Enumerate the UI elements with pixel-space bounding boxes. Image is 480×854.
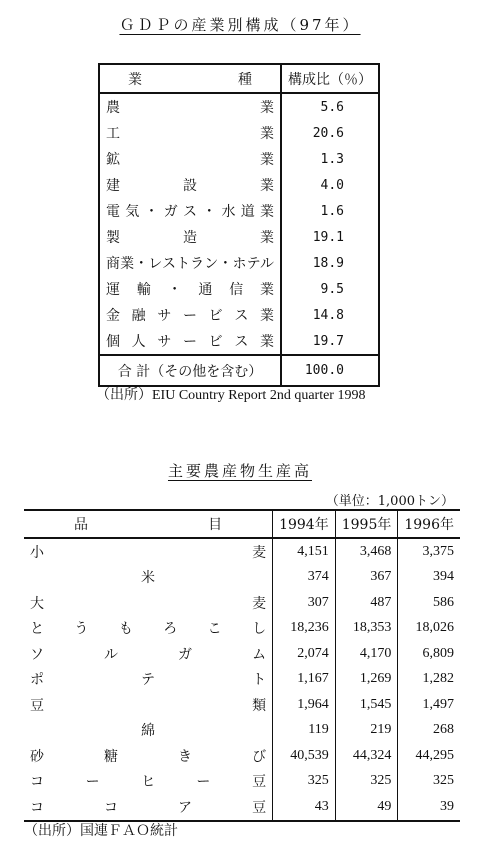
- production-source-note: （出所）国連ＦＡＯ統計: [24, 823, 178, 839]
- production-table-title: 主要農産物生産高: [167, 462, 312, 480]
- column-header-year: 1995年: [335, 510, 398, 538]
- product-name: 綿: [24, 718, 273, 744]
- industry-share: 19.7: [312, 333, 344, 349]
- industry-share: 18.9: [312, 255, 344, 271]
- gdp-table-title: ＧＤＰの産業別構成（97年）: [119, 16, 361, 34]
- production-value: 3,375: [422, 543, 454, 559]
- industry-share: 1.6: [320, 203, 344, 219]
- unit-note: （単位：1,000トン）: [325, 494, 454, 509]
- industry-share: 5.6: [320, 99, 344, 115]
- table-row: [99, 146, 379, 172]
- column-header-year: 1994年: [273, 510, 336, 538]
- production-value: 18,353: [335, 616, 398, 642]
- industry-name: 金融サービス業: [99, 302, 281, 328]
- column-header-year: 1996年: [398, 510, 460, 538]
- industry-share: 1.3: [320, 151, 344, 167]
- table-row: [24, 667, 460, 693]
- column-header-item: 品 目: [24, 510, 273, 538]
- product-name: とうもろこし: [24, 616, 273, 642]
- industry-share: 14.8: [312, 307, 344, 323]
- production-value: 325: [335, 769, 398, 795]
- production-value: 40,539: [273, 743, 336, 769]
- table-row: [24, 641, 460, 667]
- production-value: 1,282: [422, 671, 454, 687]
- industry-name: 商業・レストラン・ホテル: [99, 250, 281, 276]
- table-row: [24, 590, 460, 616]
- table-row: [24, 538, 460, 565]
- product-name: ココア豆: [24, 794, 273, 821]
- industry-name: 建設業: [99, 172, 281, 198]
- production-value: 307: [273, 590, 336, 616]
- production-value: 49: [335, 794, 398, 821]
- production-value: 325: [433, 773, 454, 789]
- industry-share: 9.5: [320, 281, 344, 297]
- table-row: [99, 328, 379, 355]
- production-value: 219: [335, 718, 398, 744]
- production-value: 586: [433, 594, 454, 610]
- production-value: 4,151: [273, 538, 336, 565]
- production-value: 394: [433, 569, 454, 585]
- table-row: [99, 224, 379, 250]
- industry-share: 19.1: [312, 229, 344, 245]
- production-value: 44,295: [415, 747, 454, 763]
- industry-name: 工業: [99, 120, 281, 146]
- table-row: [99, 120, 379, 146]
- product-name: 小麦: [24, 538, 273, 565]
- industry-name: 鉱業: [99, 146, 281, 172]
- product-name: 米: [24, 565, 273, 591]
- total-label: 合 計（その他を含む）: [99, 355, 281, 386]
- production-value: 18,236: [273, 616, 336, 642]
- column-header-industry: 業 種: [99, 64, 281, 93]
- production-value: 39: [440, 798, 454, 814]
- table-row: [24, 616, 460, 642]
- production-value: 43: [273, 794, 336, 821]
- production-value: 119: [273, 718, 336, 744]
- production-value: 487: [335, 590, 398, 616]
- production-value: 367: [335, 565, 398, 591]
- production-value: 325: [273, 769, 336, 795]
- agricultural-production-table: [24, 509, 460, 822]
- table-row: [24, 769, 460, 795]
- gdp-composition-table: [98, 63, 380, 387]
- table-row: [24, 692, 460, 718]
- product-name: 砂糖きび: [24, 743, 273, 769]
- table-row: [24, 565, 460, 591]
- product-name: ポテト: [24, 667, 273, 693]
- production-value: 44,324: [335, 743, 398, 769]
- industry-name: 運輸・通信業: [99, 276, 281, 302]
- table-header-row: [99, 64, 379, 93]
- product-name: コーヒー豆: [24, 769, 273, 795]
- table-row: [99, 250, 379, 276]
- industry-share: 4.0: [320, 177, 344, 193]
- production-value: 1,497: [422, 696, 454, 712]
- production-value: 1,269: [335, 667, 398, 693]
- table-row: [24, 743, 460, 769]
- table-row: [99, 198, 379, 224]
- table-row: [24, 794, 460, 821]
- production-value: 3,468: [335, 538, 398, 565]
- product-name: ソルガム: [24, 641, 273, 667]
- total-value: 100.0: [281, 355, 379, 386]
- production-value: 1,964: [273, 692, 336, 718]
- table-row: [99, 172, 379, 198]
- production-value: 2,074: [273, 641, 336, 667]
- table-row: [99, 302, 379, 328]
- industry-name: 農業: [99, 93, 281, 120]
- column-header-share: 構成比（％）: [281, 64, 379, 93]
- total-row: [99, 355, 379, 386]
- product-name: 大麦: [24, 590, 273, 616]
- table-row: [99, 93, 379, 120]
- table-row: [24, 718, 460, 744]
- gdp-source-note: （出所）EIU Country Report 2nd quarter 1998: [96, 388, 366, 403]
- product-name: 豆類: [24, 692, 273, 718]
- production-value: 1,545: [335, 692, 398, 718]
- production-value: 6,809: [422, 645, 454, 661]
- industry-share: 20.6: [312, 125, 344, 141]
- production-value: 268: [433, 722, 454, 738]
- production-value: 1,167: [273, 667, 336, 693]
- production-value: 374: [273, 565, 336, 591]
- production-value: 4,170: [335, 641, 398, 667]
- table-header-row: [24, 510, 460, 538]
- industry-name: 電気・ガス・水道業: [99, 198, 281, 224]
- industry-name: 個人サービス業: [99, 328, 281, 355]
- production-value: 18,026: [415, 620, 454, 636]
- industry-name: 製造業: [99, 224, 281, 250]
- table-row: [99, 276, 379, 302]
